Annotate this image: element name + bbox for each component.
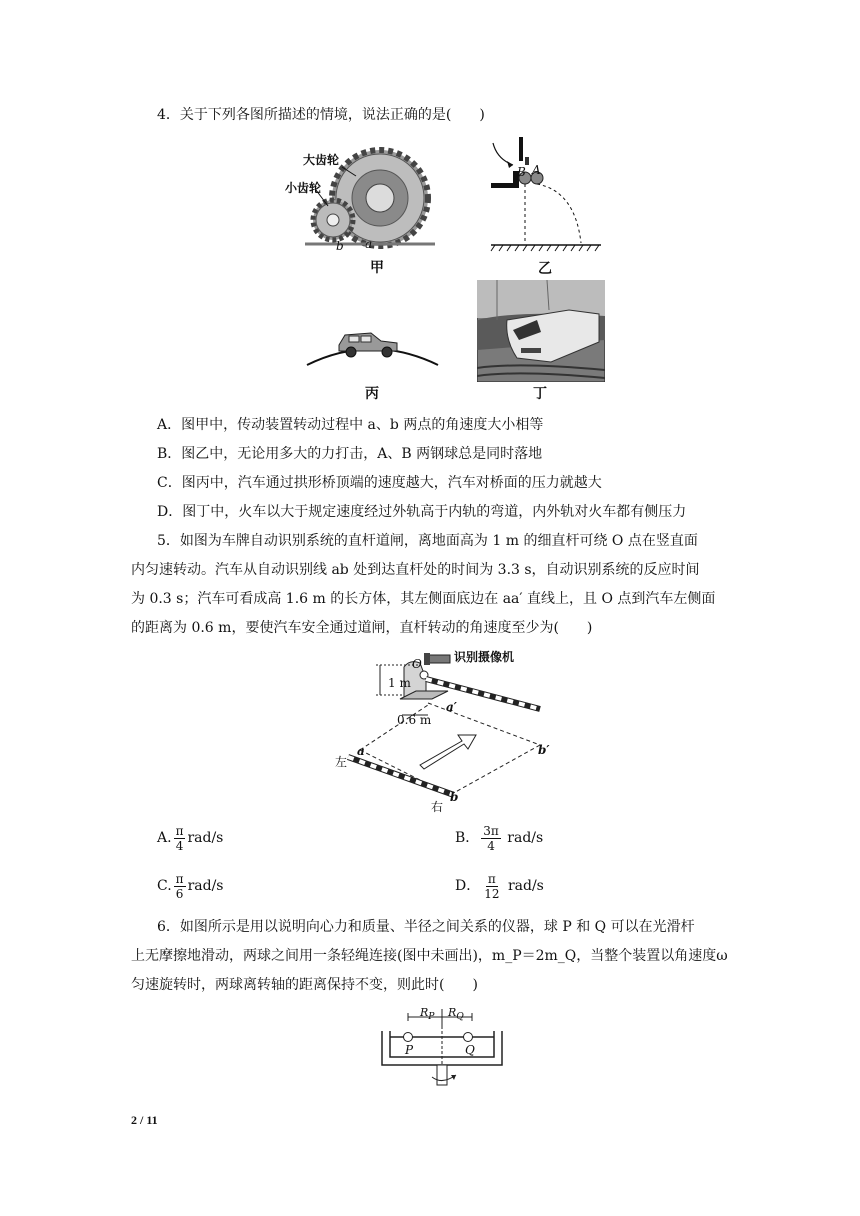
fraction: $\frac{3\pi}{4}$ [483, 823, 499, 853]
fraction: $\frac{\pi}{4}$ [175, 823, 184, 853]
q5-stem-line-1: 5．如图为车牌自动识别系统的直杆道闸，离地面高为 1 m 的细直杆可绕 O 点在竖直面 [157, 533, 698, 549]
q5-option-a: A. $\frac{\pi}{4}$ rad/s [157, 823, 224, 853]
q5-option-b: B． $\frac{3\pi}{4}$ rad/s [455, 823, 544, 853]
q6-stem-line-1: 6．如图所示是用以说明向心力和质量、半径之间关系的仪器，球 P 和 Q 可以在光滑杆 [157, 919, 695, 935]
car-icon [339, 333, 397, 357]
arch-bridge-figure [305, 315, 440, 370]
q4-stem: 4．关于下列各图所描述的情境，说法正确的是( ) [157, 107, 485, 123]
direction-arrow-icon [420, 735, 476, 769]
p-label: P [405, 1043, 414, 1057]
q4-option-c: C．图丙中，汽车通过拱形桥顶端的速度越大，汽车对桥面的压力就越大 [157, 475, 602, 491]
q4-option-b: B．图乙中，无论用多大的力打击，A、B 两钢球总是同时落地 [157, 446, 543, 462]
q6-stem-line-3: 匀速旋转时，两球离转轴的距离保持不变，则此时( ) [131, 977, 478, 993]
rp-label: $R_P$ [420, 1006, 435, 1023]
point-b-label: b [336, 239, 344, 253]
q6-stem-line-2: 上无摩擦地滑动，两球之间用一条轻绳连接(图中未画出)，m_P＝2m_Q，当整个装置以角速度ω [131, 948, 728, 964]
q5-option-c: C. $\frac{\pi}{6}$ rad/s [157, 871, 224, 901]
camera-label: 识别摄像机 [454, 650, 515, 664]
b-prime-label: b′ [538, 743, 550, 757]
q5-option-d: D． $\frac{\pi}{12}$ rad/s [455, 871, 544, 901]
caption-jia: 甲 [370, 260, 384, 276]
left-label: 左 [335, 755, 348, 769]
ball-a-label: A [532, 163, 541, 177]
fraction: $\frac{\pi}{12}$ [484, 871, 500, 901]
q5-stem-line-3: 为 0.3 s；汽车可看成高 1.6 m 的长方体，其左侧面底边在 aa′ 直线上，且 O 点到汽车左侧面 [131, 591, 716, 607]
small-gear-icon [313, 200, 353, 240]
q5-stem-line-4: 的距离为 0.6 m，要使汽车安全通过道闸，直杆转动的角速度至少为( ) [131, 620, 593, 636]
train-photo [477, 280, 605, 382]
q5-stem-line-2: 内匀速转动。汽车从自动识别线 ab 处到达直杆处的时间为 3.3 s，自动识别系统的反应时间 [131, 562, 700, 578]
small-gear-label: 小齿轮 [285, 181, 322, 195]
centripetal-apparatus-figure [372, 1003, 512, 1088]
fraction: $\frac{\pi}{6}$ [175, 871, 184, 901]
caption-yi: 乙 [538, 261, 552, 277]
rq-label: $R_Q$ [448, 1006, 464, 1023]
height-label: 1 m [388, 676, 411, 690]
q4-option-a: A．图甲中，传动装置转动过程中 a、b 两点的角速度大小相等 [157, 417, 544, 433]
a-prime-label: a′ [446, 700, 457, 714]
big-gear-label: 大齿轮 [303, 153, 340, 167]
b-label: b [450, 790, 459, 804]
caption-ding: 丁 [533, 386, 547, 402]
q-label: Q [465, 1043, 475, 1057]
point-a-label: a [365, 237, 373, 251]
a-label: a [357, 744, 365, 758]
right-label: 右 [431, 800, 444, 814]
page-number: 2 / 11 [131, 1113, 158, 1127]
falling-balls-figure [485, 135, 605, 253]
q4-option-d: D．图丁中，火车以大于规定速度经过外轨高于内轨的弯道，内外轨对火车都有侧压力 [157, 504, 687, 520]
pivot-o-label: O [412, 657, 422, 671]
dist-label: 0.6 m [397, 713, 432, 727]
ball-b-label: B [517, 165, 526, 179]
barrier-gate-figure [330, 645, 590, 815]
caption-bing: 丙 [365, 386, 379, 402]
camera-icon [424, 653, 450, 665]
